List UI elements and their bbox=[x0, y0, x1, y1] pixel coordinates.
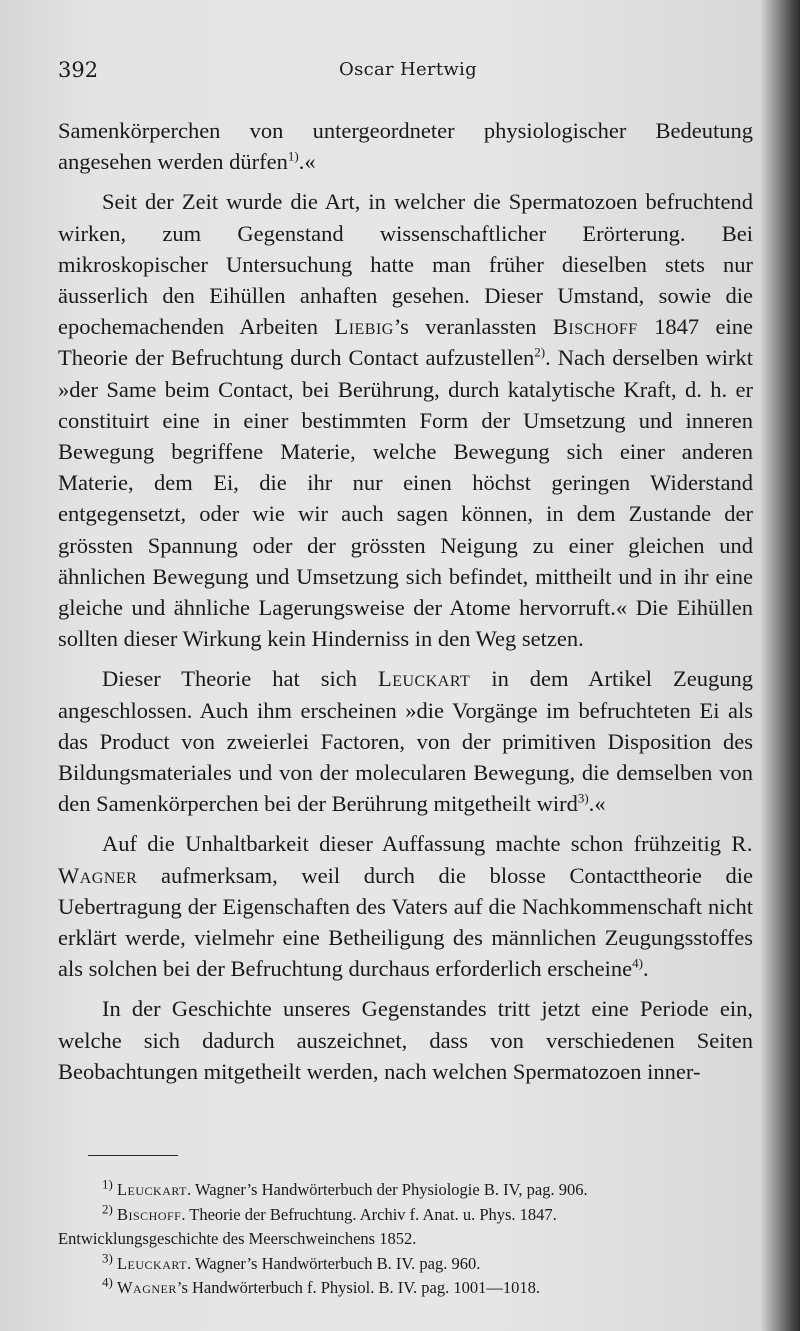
name-leuckart: Leuckart bbox=[377, 666, 471, 692]
name-liebig: Liebig bbox=[334, 314, 394, 340]
paragraph-4: Auf die Unhaltbarkeit dieser Auffassung machte schon frühzeitig R. Wagner aufmerksam, weil durch die blosse Contacttheorie die Uebertragung der Eigenschaften des Vaters auf die Nachkommenschaft nicht erklärt werde, vielmehr eine Betheiligung des männlichen Zeugungsstoffes als solchen bei der Befruchtung durchaus erforderlich erscheine$^{4)}$. bbox=[58, 831, 753, 982]
footnote-ref-4: 4) bbox=[632, 955, 643, 971]
body-text bbox=[58, 115, 753, 1087]
footnote-4: $^{4)}$ Wagner’s Handwörterbuch f. Physiol. B. IV. pag. 1001—1018. bbox=[102, 1274, 541, 1297]
paragraph-2: Seit der Zeit wurde die Art, in welcher die Spermatozoen befruchtend wirken, zum Gegenstand wissenschaftlicher Erörterung. Bei mikroskopischer Untersuchung hatte man früher dieselben stets nur äusserlich den Eihüllen anhaften gesehen. Dieser Umstand, sowie die epochemachenden Arbeiten Liebig’s veranlassten Bischoff 1847 eine Theorie der Befruchtung durch Contact aufzustellen$^{2)}$. Nach derselben wirkt »der Same beim Contact, bei Berührung, durch katalytische Kraft, d. h. er constituirt eine in einer bestimmten Form der Umsetzung und inneren Bewegung begriffene Materie, welche Bewegung sich einer anderen Materie, dem Ei, die ihr nur einen höchst geringen Widerstand entgegensetzt, oder wie wir auch sagen können, in dem Zustande der grössten Spannung oder der grössten Neigung zu einer gleichen und ähnlichen Bewegung und Umsetzung sich befindet, mittheilt und in ihr eine gleiche und ähnliche Lagerungsweise der Atome hervorruft.« Die Eihüllen sollten dieser Wirkung kein Hinderniss in den Weg setzen. bbox=[58, 189, 753, 652]
running-head: Oscar Hertwig bbox=[339, 59, 477, 80]
page-number: 392 bbox=[58, 58, 99, 82]
name-wagner: R. Wagner bbox=[58, 831, 753, 888]
footnote-3: $^{3)}$ Leuckart. Wagner’s Handwörterbuch B. IV. pag. 960. bbox=[102, 1250, 481, 1273]
footnotes bbox=[58, 1178, 758, 1301]
footnote-rule bbox=[88, 1155, 178, 1156]
name-bischoff: Bischoff bbox=[552, 314, 638, 340]
footnote-1: $^{1)}$ Leuckart. Wagner’s Handwörterbuch der Physiologie B. IV, pag. 906. bbox=[102, 1176, 588, 1199]
paragraph-1: Samenkörperchen von untergeordneter physiologischer Bedeutung angesehen werden dürfen$^{1)}$.« bbox=[58, 118, 753, 175]
footnote-ref-2: 2) bbox=[534, 344, 546, 360]
page-header bbox=[58, 58, 758, 88]
footnote-2: $^{2)}$ Bischoff. Theorie der Befruchtung. Archiv f. Anat. u. Phys. 1847. bbox=[102, 1201, 557, 1224]
paragraph-5: In der Geschichte unseres Gegenstandes tritt jetzt eine Periode ein, welche sich dadurch auszeichnet, dass von verschiedenen Seiten Beobachtungen mitgetheilt werden, nach welchen Spermatozoen inner- bbox=[58, 996, 753, 1084]
footnote-ref-3: 3) bbox=[577, 790, 589, 806]
paragraph-3: Dieser Theorie hat sich Leuckart in dem Artikel Zeugung angeschlossen. Auch ihm erscheinen »die Vorgänge im befruchteten Ei als das Product von zweierlei Factoren, von der primitiven Disposition des Bildungsmateriales und von der molecularen Bewegung, die demselben von den Samenkörperchen bei der Berührung mitgetheilt wird$^{3)}$.« bbox=[58, 666, 753, 817]
footnote-ref-1: 1) bbox=[287, 148, 299, 164]
footnote-2-continued: Entwicklungsgeschichte des Meerschweinchens 1852. bbox=[58, 1229, 417, 1248]
